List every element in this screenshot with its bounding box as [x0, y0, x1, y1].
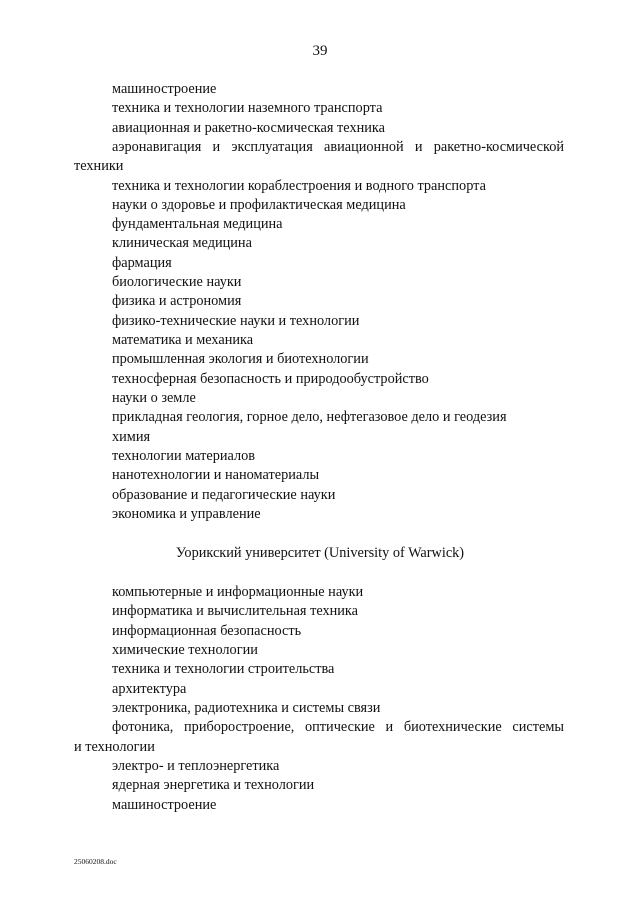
list-item: аэронавигация и эксплуатация авиационной и ракетно-космической: [112, 139, 564, 155]
list-item: информационная безопасность: [112, 623, 302, 639]
list-item-continuation: и технологии: [74, 739, 155, 755]
list-item: компьютерные и информационные науки: [112, 584, 364, 600]
list-item: фотоника, приборостроение, оптические и биотехнические системы: [112, 719, 564, 735]
list-item: промышленная экология и биотехнологии: [112, 351, 369, 367]
list-item: науки о здоровье и профилактическая медицина: [112, 197, 406, 213]
list-item: техносферная безопасность и природообустройство: [112, 371, 429, 387]
list-item: науки о земле: [112, 390, 196, 406]
list-item: клиническая медицина: [112, 235, 252, 251]
list-item: химические технологии: [112, 642, 258, 658]
list-item: архитектура: [112, 681, 187, 697]
list-item: образование и педагогические науки: [112, 487, 336, 503]
list-item: биологические науки: [112, 274, 242, 290]
list-item: электроника, радиотехника и системы связи: [112, 700, 381, 716]
list-item: экономика и управление: [112, 506, 261, 522]
list-item: фармация: [112, 255, 172, 271]
list-item: прикладная геология, горное дело, нефтегазовое дело и геодезия: [112, 409, 507, 425]
list-item: физика и астрономия: [112, 293, 242, 309]
document-footer-filename: 25060208.doc: [74, 857, 117, 866]
list-item: машиностроение: [112, 797, 217, 813]
list-item: химия: [112, 429, 151, 445]
list-item: машиностроение: [112, 81, 217, 97]
section-heading: Уорикский университет (University of Warwick): [175, 545, 465, 561]
list-item: математика и механика: [112, 332, 254, 348]
list-item: техника и технологии строительства: [112, 661, 335, 677]
list-item: нанотехнологии и наноматериалы: [112, 467, 320, 483]
list-item: авиационная и ракетно-космическая техника: [112, 120, 385, 136]
page-number: 39: [312, 43, 328, 59]
list-item: техника и технологии кораблестроения и водного транспорта: [112, 178, 486, 194]
list-item: электро- и теплоэнергетика: [112, 758, 280, 774]
list-item: ядерная энергетика и технологии: [112, 777, 315, 793]
list-item: техника и технологии наземного транспорта: [112, 100, 383, 116]
list-item: технологии материалов: [112, 448, 256, 464]
list-item-continuation: техники: [74, 158, 124, 174]
list-item: фундаментальная медицина: [112, 216, 283, 232]
list-item: информатика и вычислительная техника: [112, 603, 358, 619]
list-item: физико-технические науки и технологии: [112, 313, 360, 329]
